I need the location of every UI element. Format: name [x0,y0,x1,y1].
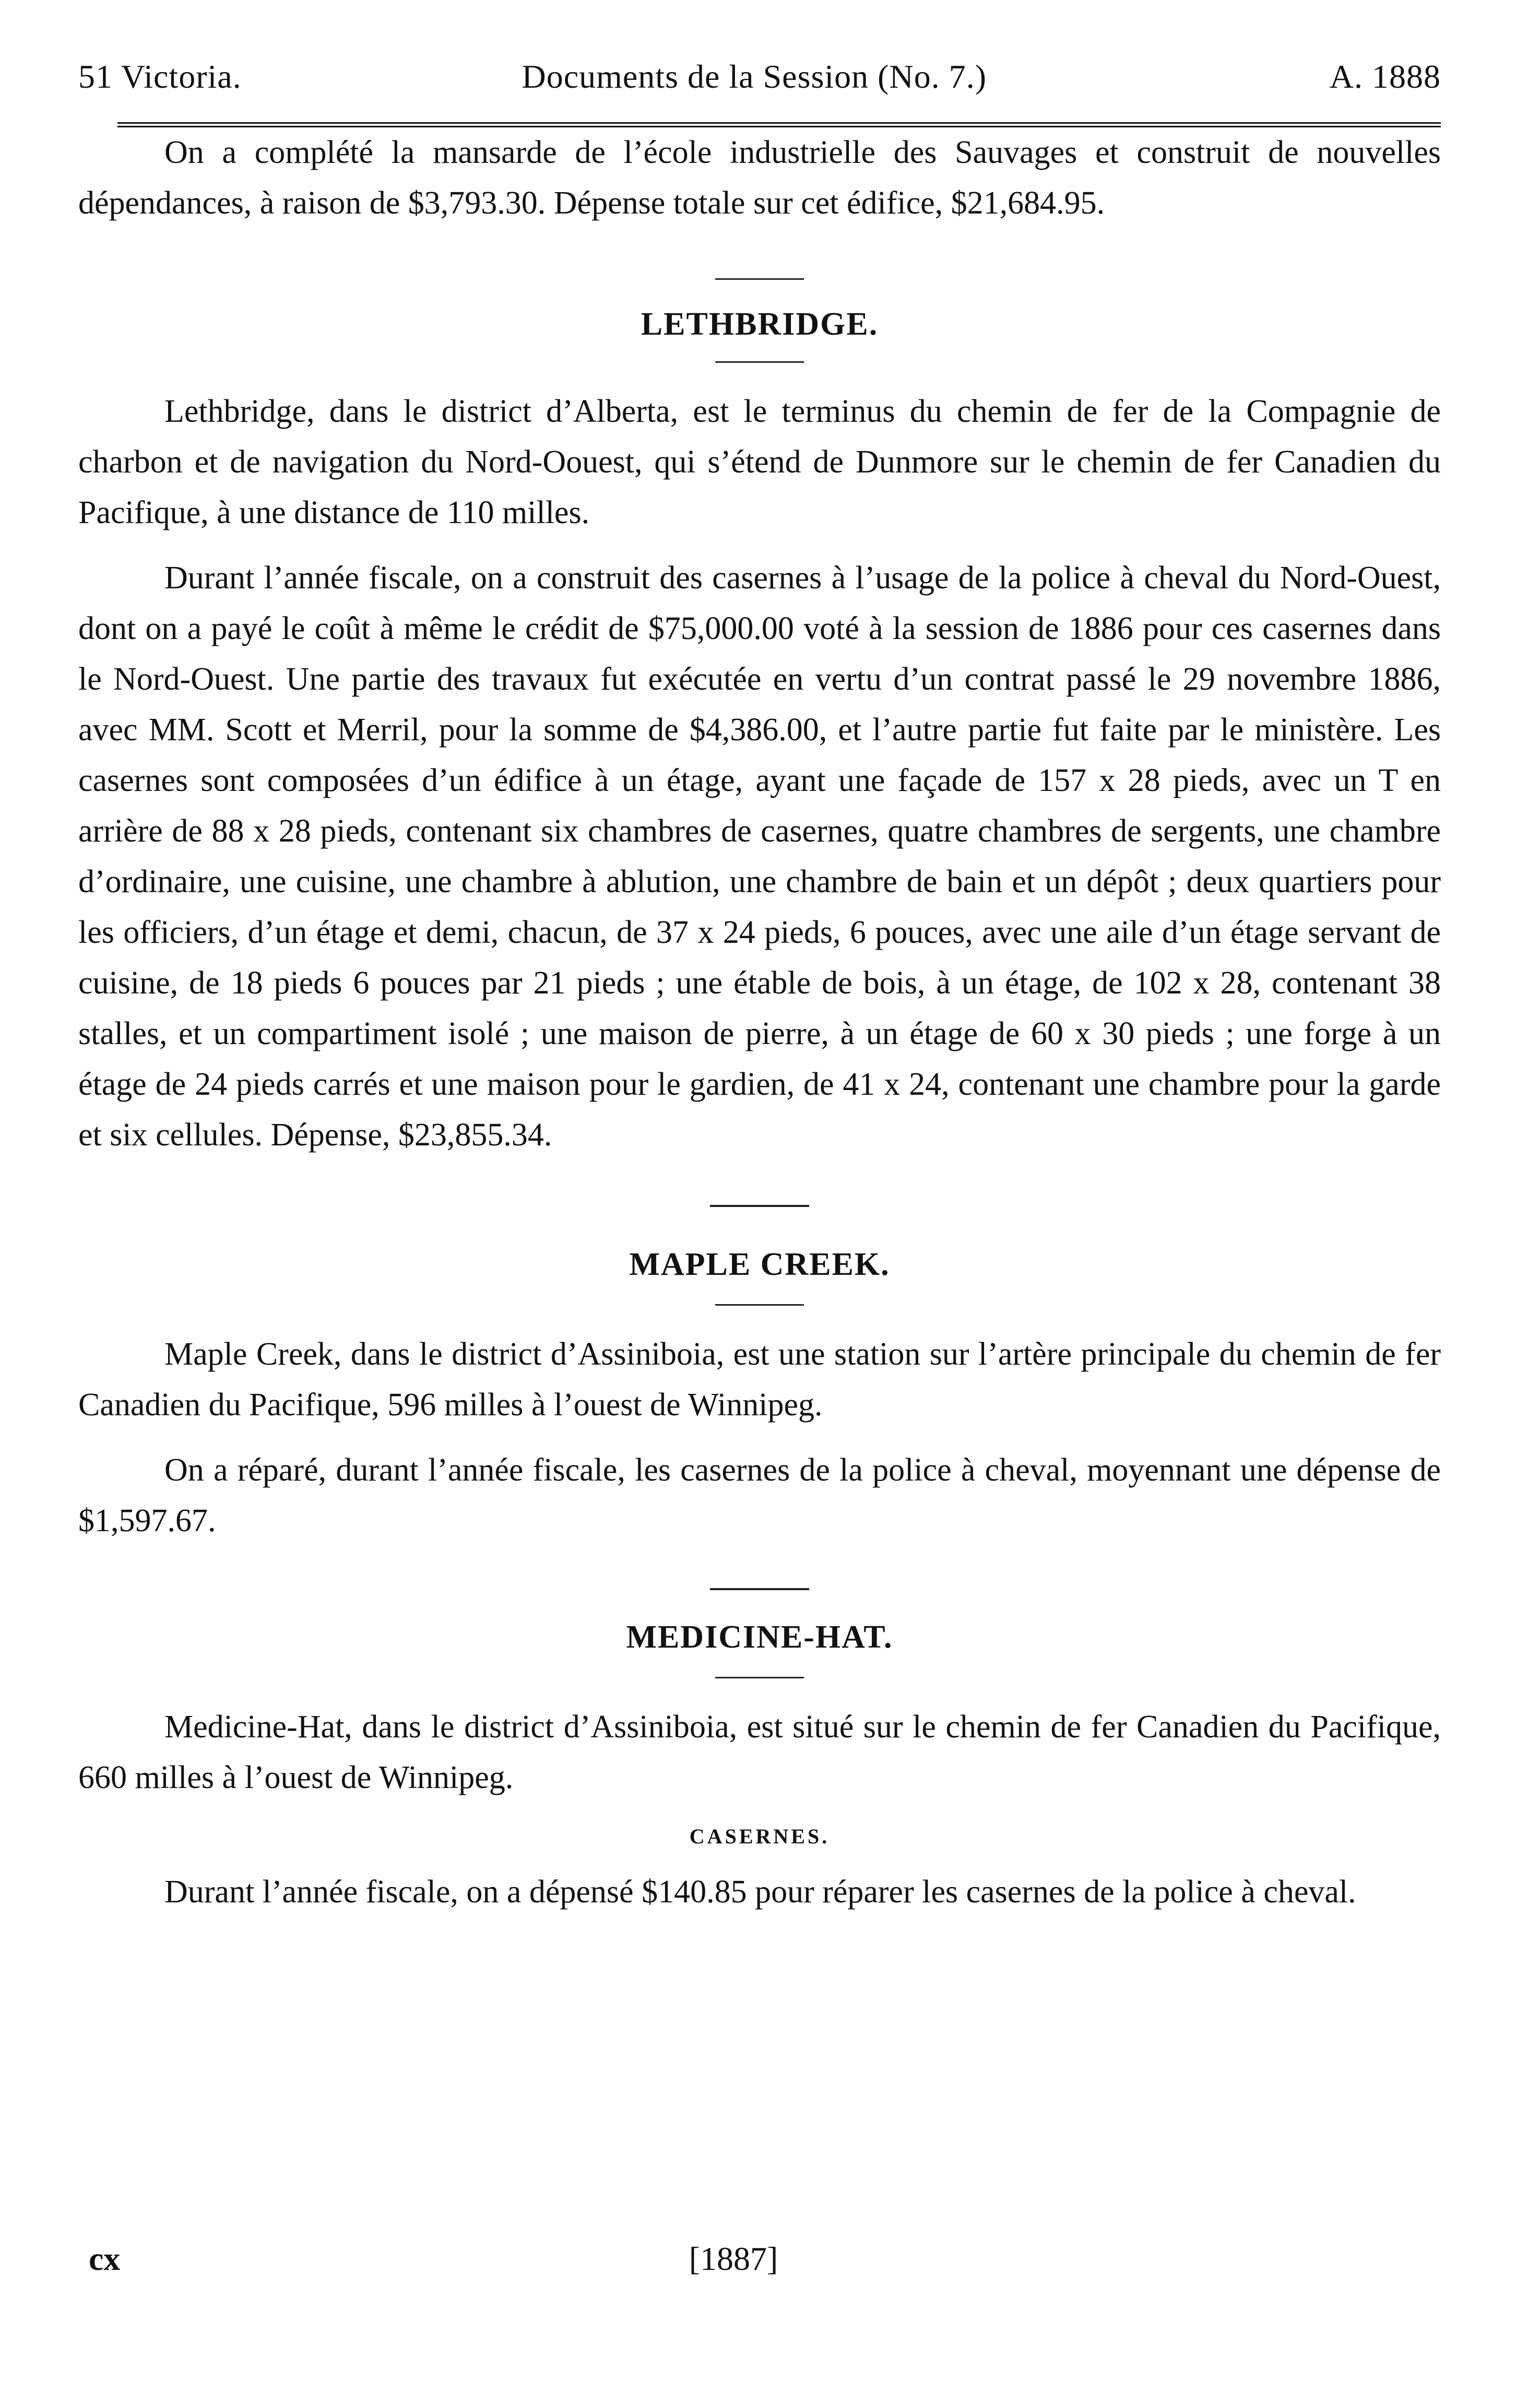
lethbridge-paragraph-2: Durant l’année fiscale, on a construit des casernes à l’usage de la police à cheval du Nord-Ouest, dont on a payé le coût à même le crédit de $75,000.00 voté à la session de 1886 pour ces casernes dans le Nord-Ouest. Une partie des travaux fut exécutée en vertu d’un contrat passé le 29 novembre 1886, avec MM. Scott et Merril, pour la somme de $4,386.00, et l’autre partie fut faite par le ministère. Les casernes sont composées d’un édifice à un étage, ayant une façade de 157 x 28 pieds, avec un T en arrière de 88 x 28 pieds, contenant six chambres de casernes, quatre chambres de sergents, une chambre d’ordinaire, une cuisine, une chambre à ablution, une chambre de bain et un dépôt ; deux quartiers pour les officiers, d’un étage et demi, chacun, de 37 x 24 pieds, 6 pouces, avec une aile d’un étage servant de cuisine, de 18 pieds 6 pouces par 21 pieds ; une étable de bois, à un étage, de 102 x 28, contenant 38 stalles, et un compartiment isolé ; une maison de pierre, à un étage de 60 x 30 pieds ; une forge à un étage de 24 pieds carrés et une maison pour le gardien, de 41 x 24, contenant une chambre pour la garde et six cellules. Dépense, $23,855.34. [78,560,1441,1153]
running-header [78,57,1441,96]
footer-signature-mark: cx [89,2240,121,2277]
footer-page-number: [1887] [689,2240,778,2277]
maple-creek-paragraph-1: Maple Creek, dans le district d’Assiniboia, est une station sur l’artère principale du chemin de fer Canadien du Pacifique, 596 milles à l’ouest de Winnipeg. [78,1336,1441,1423]
medicine-hat-paragraph-1: Medicine-Hat, dans le district d’Assiniboia, est situé sur le chemin de fer Canadien du Pacifique, 660 milles à l’ouest de Winnipeg. [78,1709,1441,1795]
section-title-maple-creek: MAPLE CREEK. [629,1247,890,1282]
subheading-casernes: CASERNES. [689,1825,830,1848]
section-title-lethbridge: LETHBRIDGE. [641,306,879,342]
medicine-hat-paragraph-2: Durant l’année fiscale, on a dépensé $140.85 pour réparer les casernes de la police à cheval. [164,1874,1356,1910]
header-year: A. 1888 [1329,58,1441,95]
header-double-rule [117,122,1441,127]
page-footer [89,2240,1441,2278]
section-title-medicine-hat: MEDICINE-HAT. [626,1619,893,1655]
maple-creek-paragraph-2: On a réparé, durant l’année fiscale, les casernes de la police à cheval, moyennant une dépense de $1,597.67. [78,1452,1441,1538]
header-regnal-year: 51 Victoria. [78,58,242,95]
intro-paragraph: On a complété la mansarde de l’école industrielle des Sauvages et construit de nouvelles dépendances, à raison de $3,793.30. Dépense totale sur cet édifice, $21,684.95. [78,135,1441,221]
header-title: Documents de la Session (No. 7.) [522,58,987,95]
lethbridge-paragraph-1: Lethbridge, dans le district d’Alberta, est le terminus du chemin de fer de la Compagnie de charbon et de navigation du Nord-Oouest, qui s’étend de Dunmore sur le chemin de fer Canadien du Pacifique, à une distance de 110 milles. [78,394,1441,530]
